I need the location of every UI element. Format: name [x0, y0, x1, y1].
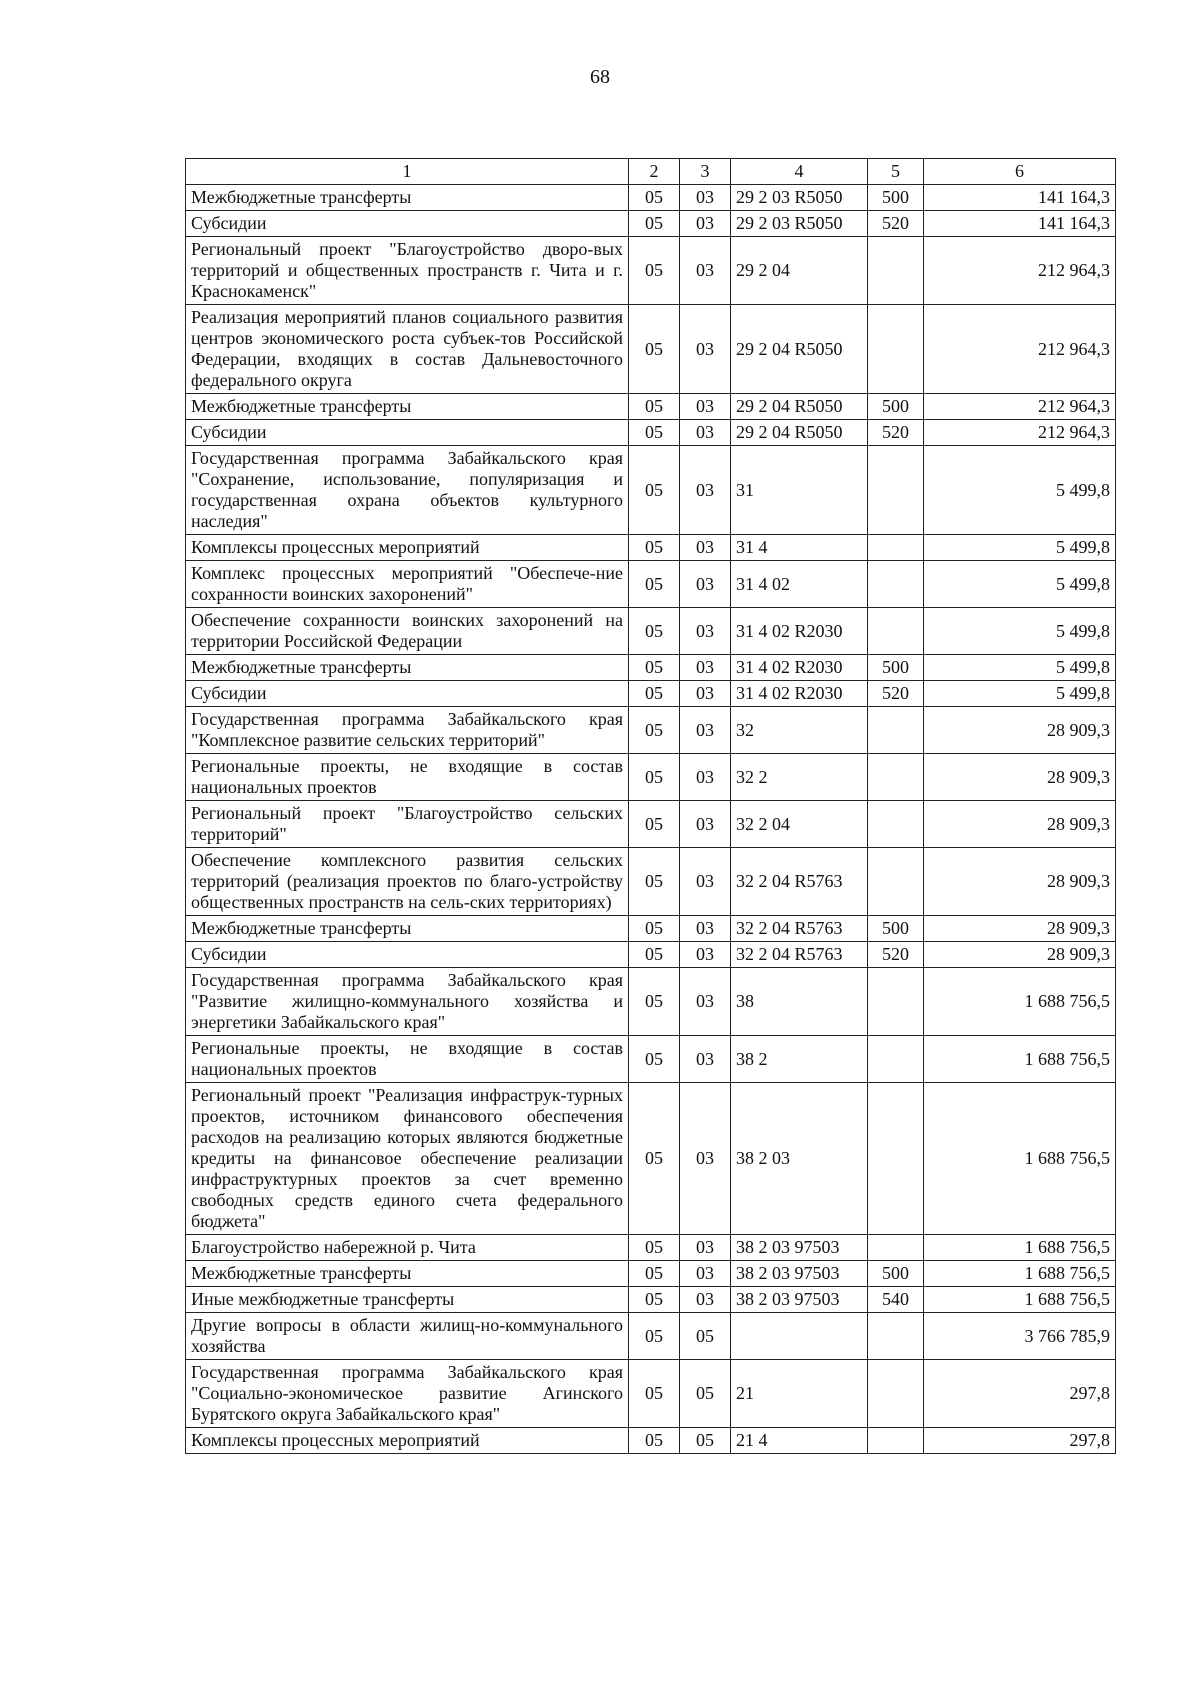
pr-cell: 03	[680, 916, 731, 942]
table-row	[186, 942, 1116, 968]
table-row	[186, 1235, 1116, 1261]
pr-cell: 03	[680, 1287, 731, 1313]
sum-cell: 297,8	[924, 1360, 1116, 1428]
name-cell: Межбюджетные трансферты	[186, 916, 629, 942]
name-cell: Комплексы процессных мероприятий	[186, 535, 629, 561]
pr-cell: 05	[680, 1360, 731, 1428]
rz-cell: 05	[629, 420, 680, 446]
rz-cell: 05	[629, 1083, 680, 1235]
rz-cell: 05	[629, 942, 680, 968]
csr-cell: 32 2 04 R5763	[731, 942, 868, 968]
table-row	[186, 754, 1116, 801]
budget-table	[185, 158, 1116, 1454]
sum-cell: 28 909,3	[924, 848, 1116, 916]
name-cell: Межбюджетные трансферты	[186, 655, 629, 681]
table-row	[186, 608, 1116, 655]
pr-cell: 03	[680, 608, 731, 655]
csr-cell: 29 2 04 R5050	[731, 420, 868, 446]
csr-cell: 32 2 04	[731, 801, 868, 848]
name-cell: Региональный проект "Благоустройство дворо-вых территорий и общественных пространств г. Чита и г. Краснокаменск"	[186, 237, 629, 305]
pr-cell: 03	[680, 561, 731, 608]
table-row	[186, 916, 1116, 942]
sum-cell: 5 499,8	[924, 681, 1116, 707]
vr-cell	[868, 1360, 924, 1428]
sum-cell: 5 499,8	[924, 561, 1116, 608]
csr-cell: 29 2 03 R5050	[731, 211, 868, 237]
name-cell: Субсидии	[186, 420, 629, 446]
name-cell: Обеспечение сохранности воинских захоронений на территории Российской Федерации	[186, 608, 629, 655]
header-cell: 2	[629, 159, 680, 185]
csr-cell: 31 4 02 R2030	[731, 608, 868, 655]
name-cell: Государственная программа Забайкальского края "Социально-экономическое развитие Агинского Бурятского округа Забайкальского края"	[186, 1360, 629, 1428]
table-row	[186, 1261, 1116, 1287]
table-row	[186, 1360, 1116, 1428]
vr-cell: 520	[868, 420, 924, 446]
pr-cell: 03	[680, 394, 731, 420]
sum-cell: 5 499,8	[924, 446, 1116, 535]
sum-cell: 297,8	[924, 1428, 1116, 1454]
pr-cell: 03	[680, 535, 731, 561]
csr-cell: 38 2 03 97503	[731, 1235, 868, 1261]
name-cell: Субсидии	[186, 211, 629, 237]
pr-cell: 03	[680, 681, 731, 707]
table-header-row	[186, 159, 1116, 185]
name-cell: Региональный проект "Реализация инфраструк-турных проектов, источником финансового обеспечения расходов на реализацию которых являются бюджетные кредиты на финансовое обеспечение реализации инфраструктурных проектов за счет временно свободных средств единого счета федерального бюджета"	[186, 1083, 629, 1235]
page-number: 68	[590, 66, 610, 88]
csr-cell: 38	[731, 968, 868, 1036]
rz-cell: 05	[629, 608, 680, 655]
rz-cell: 05	[629, 1287, 680, 1313]
vr-cell	[868, 305, 924, 394]
sum-cell: 5 499,8	[924, 535, 1116, 561]
rz-cell: 05	[629, 535, 680, 561]
sum-cell: 212 964,3	[924, 237, 1116, 305]
vr-cell: 520	[868, 211, 924, 237]
vr-cell	[868, 237, 924, 305]
rz-cell: 05	[629, 237, 680, 305]
sum-cell: 141 164,3	[924, 211, 1116, 237]
table-row	[186, 1313, 1116, 1360]
pr-cell: 03	[680, 420, 731, 446]
pr-cell: 03	[680, 1083, 731, 1235]
pr-cell: 03	[680, 237, 731, 305]
table-row	[186, 968, 1116, 1036]
name-cell: Региональные проекты, не входящие в состав национальных проектов	[186, 1036, 629, 1083]
vr-cell	[868, 707, 924, 754]
pr-cell: 03	[680, 801, 731, 848]
rz-cell: 05	[629, 394, 680, 420]
csr-cell: 31 4	[731, 535, 868, 561]
table-row	[186, 1287, 1116, 1313]
rz-cell: 05	[629, 754, 680, 801]
csr-cell: 21	[731, 1360, 868, 1428]
table-row	[186, 801, 1116, 848]
vr-cell	[868, 1036, 924, 1083]
pr-cell: 03	[680, 305, 731, 394]
rz-cell: 05	[629, 707, 680, 754]
vr-cell: 500	[868, 916, 924, 942]
rz-cell: 05	[629, 681, 680, 707]
table-row	[186, 237, 1116, 305]
csr-cell: 32	[731, 707, 868, 754]
sum-cell: 5 499,8	[924, 655, 1116, 681]
vr-cell	[868, 801, 924, 848]
sum-cell: 1 688 756,5	[924, 968, 1116, 1036]
csr-cell: 32 2 04 R5763	[731, 916, 868, 942]
csr-cell: 29 2 04	[731, 237, 868, 305]
csr-cell	[731, 1313, 868, 1360]
vr-cell: 520	[868, 681, 924, 707]
rz-cell: 05	[629, 968, 680, 1036]
rz-cell: 05	[629, 1428, 680, 1454]
name-cell: Субсидии	[186, 681, 629, 707]
sum-cell: 1 688 756,5	[924, 1261, 1116, 1287]
table-row	[186, 446, 1116, 535]
sum-cell: 3 766 785,9	[924, 1313, 1116, 1360]
vr-cell	[868, 968, 924, 1036]
vr-cell	[868, 1428, 924, 1454]
pr-cell: 05	[680, 1428, 731, 1454]
vr-cell	[868, 535, 924, 561]
table-row	[186, 561, 1116, 608]
pr-cell: 03	[680, 707, 731, 754]
rz-cell: 05	[629, 305, 680, 394]
header-cell: 5	[868, 159, 924, 185]
pr-cell: 03	[680, 446, 731, 535]
vr-cell	[868, 848, 924, 916]
vr-cell: 540	[868, 1287, 924, 1313]
sum-cell: 212 964,3	[924, 305, 1116, 394]
name-cell: Комплекс процессных мероприятий "Обеспече-ние сохранности воинских захоронений"	[186, 561, 629, 608]
name-cell: Межбюджетные трансферты	[186, 185, 629, 211]
csr-cell: 32 2	[731, 754, 868, 801]
vr-cell: 500	[868, 1261, 924, 1287]
sum-cell: 1 688 756,5	[924, 1083, 1116, 1235]
vr-cell: 500	[868, 394, 924, 420]
pr-cell: 03	[680, 942, 731, 968]
name-cell: Другие вопросы в области жилищ-но-коммунального хозяйства	[186, 1313, 629, 1360]
pr-cell: 05	[680, 1313, 731, 1360]
table-row	[186, 655, 1116, 681]
rz-cell: 05	[629, 1036, 680, 1083]
rz-cell: 05	[629, 655, 680, 681]
rz-cell: 05	[629, 211, 680, 237]
sum-cell: 212 964,3	[924, 394, 1116, 420]
sum-cell: 28 909,3	[924, 754, 1116, 801]
csr-cell: 29 2 04 R5050	[731, 305, 868, 394]
header-cell: 6	[924, 159, 1116, 185]
pr-cell: 03	[680, 655, 731, 681]
csr-cell: 29 2 03 R5050	[731, 185, 868, 211]
name-cell: Реализация мероприятий планов социального развития центров экономического роста субъек-тов Российской Федерации, входящих в состав Дальневосточного федерального округа	[186, 305, 629, 394]
vr-cell: 520	[868, 942, 924, 968]
pr-cell: 03	[680, 848, 731, 916]
name-cell: Межбюджетные трансферты	[186, 1261, 629, 1287]
vr-cell	[868, 1083, 924, 1235]
header-cell: 1	[186, 159, 629, 185]
csr-cell: 31	[731, 446, 868, 535]
table-row	[186, 848, 1116, 916]
name-cell: Благоустройство набережной р. Чита	[186, 1235, 629, 1261]
table-row	[186, 1428, 1116, 1454]
pr-cell: 03	[680, 185, 731, 211]
table-row	[186, 420, 1116, 446]
vr-cell: 500	[868, 655, 924, 681]
header-cell: 3	[680, 159, 731, 185]
name-cell: Государственная программа Забайкальского края "Комплексное развитие сельских территорий"	[186, 707, 629, 754]
pr-cell: 03	[680, 1235, 731, 1261]
csr-cell: 38 2 03	[731, 1083, 868, 1235]
vr-cell	[868, 754, 924, 801]
table-row	[186, 1083, 1116, 1235]
sum-cell: 28 909,3	[924, 942, 1116, 968]
rz-cell: 05	[629, 185, 680, 211]
name-cell: Обеспечение комплексного развития сельских территорий (реализация проектов по благо-устройству общественных пространств на сель-ских территориях)	[186, 848, 629, 916]
pr-cell: 03	[680, 968, 731, 1036]
csr-cell: 38 2 03 97503	[731, 1261, 868, 1287]
rz-cell: 05	[629, 801, 680, 848]
rz-cell: 05	[629, 446, 680, 535]
csr-cell: 38 2	[731, 1036, 868, 1083]
sum-cell: 1 688 756,5	[924, 1287, 1116, 1313]
sum-cell: 1 688 756,5	[924, 1036, 1116, 1083]
csr-cell: 32 2 04 R5763	[731, 848, 868, 916]
rz-cell: 05	[629, 848, 680, 916]
name-cell: Государственная программа Забайкальского края "Развитие жилищно-коммунального хозяйства и энергетики Забайкальского края"	[186, 968, 629, 1036]
table-row	[186, 305, 1116, 394]
table-row	[186, 707, 1116, 754]
pr-cell: 03	[680, 754, 731, 801]
sum-cell: 1 688 756,5	[924, 1235, 1116, 1261]
vr-cell	[868, 1313, 924, 1360]
vr-cell: 500	[868, 185, 924, 211]
csr-cell: 21 4	[731, 1428, 868, 1454]
table-row	[186, 535, 1116, 561]
rz-cell: 05	[629, 916, 680, 942]
table-row	[186, 681, 1116, 707]
pr-cell: 03	[680, 1036, 731, 1083]
csr-cell: 38 2 03 97503	[731, 1287, 868, 1313]
vr-cell	[868, 561, 924, 608]
name-cell: Иные межбюджетные трансферты	[186, 1287, 629, 1313]
sum-cell: 28 909,3	[924, 801, 1116, 848]
csr-cell: 29 2 04 R5050	[731, 394, 868, 420]
name-cell: Региональные проекты, не входящие в состав национальных проектов	[186, 754, 629, 801]
rz-cell: 05	[629, 1235, 680, 1261]
rz-cell: 05	[629, 1261, 680, 1287]
table-row	[186, 1036, 1116, 1083]
csr-cell: 31 4 02 R2030	[731, 681, 868, 707]
table-row	[186, 185, 1116, 211]
sum-cell: 28 909,3	[924, 916, 1116, 942]
vr-cell	[868, 446, 924, 535]
table-row	[186, 211, 1116, 237]
header-cell: 4	[731, 159, 868, 185]
rz-cell: 05	[629, 1313, 680, 1360]
sum-cell: 212 964,3	[924, 420, 1116, 446]
sum-cell: 28 909,3	[924, 707, 1116, 754]
vr-cell	[868, 1235, 924, 1261]
name-cell: Субсидии	[186, 942, 629, 968]
name-cell: Межбюджетные трансферты	[186, 394, 629, 420]
csr-cell: 31 4 02 R2030	[731, 655, 868, 681]
rz-cell: 05	[629, 561, 680, 608]
pr-cell: 03	[680, 1261, 731, 1287]
sum-cell: 5 499,8	[924, 608, 1116, 655]
name-cell: Государственная программа Забайкальского края "Сохранение, использование, популяризация и государственная охрана объектов культурного наследия"	[186, 446, 629, 535]
sum-cell: 141 164,3	[924, 185, 1116, 211]
name-cell: Региональный проект "Благоустройство сельских территорий"	[186, 801, 629, 848]
pr-cell: 03	[680, 211, 731, 237]
rz-cell: 05	[629, 1360, 680, 1428]
table-row	[186, 394, 1116, 420]
name-cell: Комплексы процессных мероприятий	[186, 1428, 629, 1454]
csr-cell: 31 4 02	[731, 561, 868, 608]
vr-cell	[868, 608, 924, 655]
